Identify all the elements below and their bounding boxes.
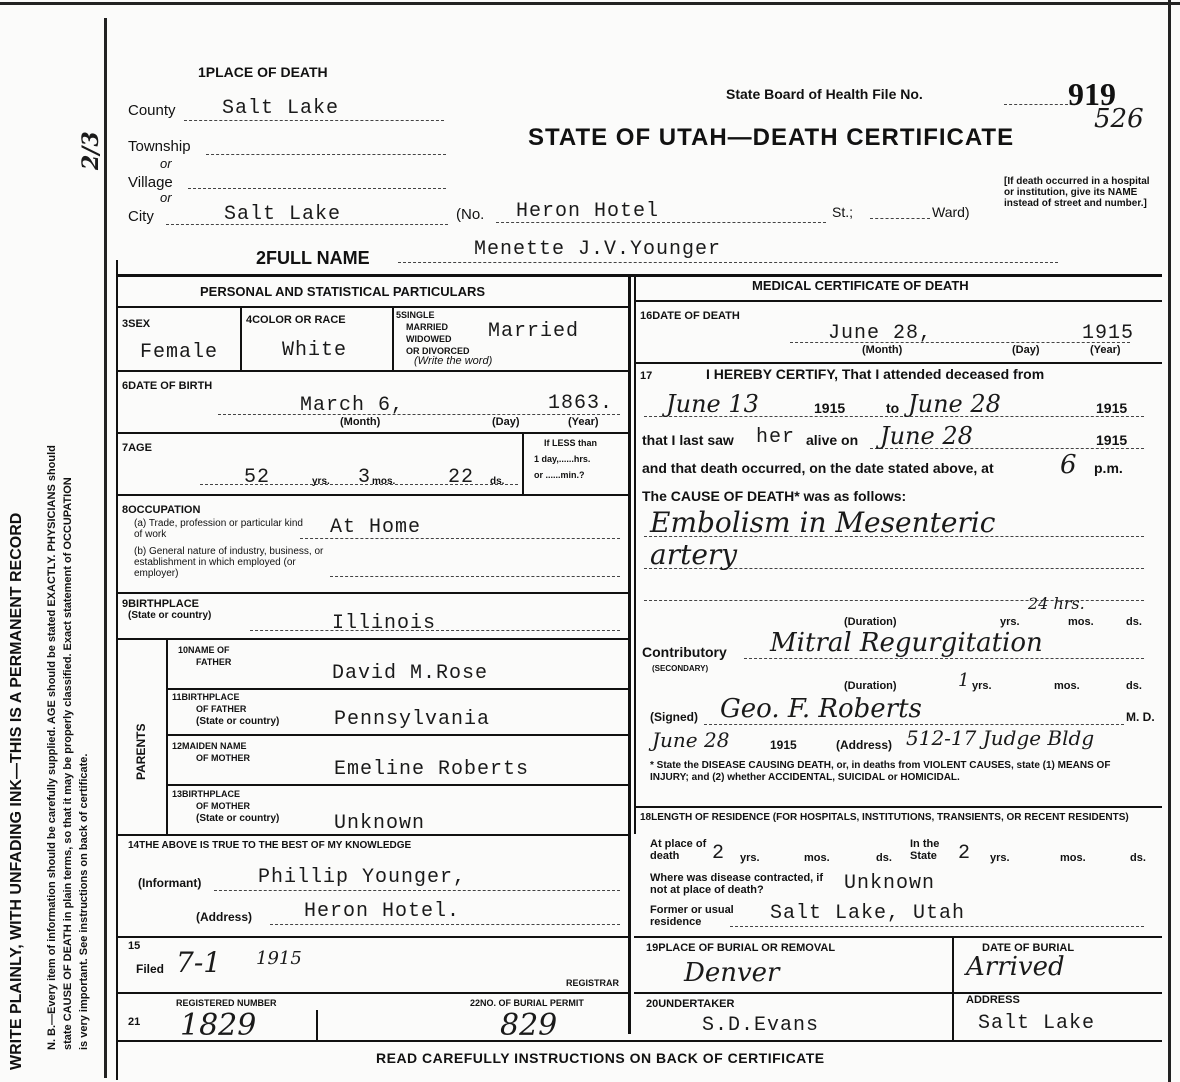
st-label: St.;: [832, 204, 854, 220]
informant-label: (Informant): [138, 876, 202, 890]
sex-race-divider: [240, 306, 242, 370]
birthplace-label: 9BIRTHPLACE: [122, 598, 200, 610]
father-birthplace-value: Pennsylvania: [334, 708, 491, 731]
permanent-record-note: WRITE PLAINLY, WITH UNFADING INK—THIS IS A PERMANENT RECORD: [8, 512, 25, 1070]
dod-day-label: (Day): [1012, 344, 1040, 356]
full-name-label: 2FULL NAME: [256, 248, 370, 268]
mother-bp-label-3: (State or country): [196, 813, 280, 824]
physician-address-label: (Address): [836, 738, 893, 752]
margin-note: 2/3: [78, 131, 104, 170]
mother-bp-label-2: OF MOTHER: [196, 801, 250, 811]
occurred-text: and that death occurred, on the date stated above, at: [642, 460, 994, 476]
rule-filed: [116, 936, 628, 938]
rule-residence: [634, 806, 1162, 808]
informant-address-label: (Address): [196, 910, 253, 924]
burial-date-label: DATE OF BURIAL: [982, 942, 1075, 954]
occupation-sub-b: (b) General nature of industry, business, or establishment in which employed (or employer): [134, 546, 324, 579]
place-of-death-label: 1PLACE OF DEATH: [198, 64, 328, 80]
at-place-ds-label: ds.: [876, 852, 892, 864]
village-line: [188, 188, 446, 189]
nb-note-line1: N. B.—Every item of information should be carefully supplied. AGE should be stated EXACTLY. PHYSICIANS should: [46, 445, 58, 1050]
dob-year-label: (Year): [568, 416, 599, 428]
undertaker-address-value: Salt Lake: [978, 1012, 1096, 1035]
parents-label: PARENTS: [134, 723, 148, 780]
left-margin-rule: [104, 18, 107, 1078]
less-than-label-3: or ......min.?: [534, 470, 585, 480]
at-place-label: At place of death: [650, 838, 707, 862]
mother-label-1: 12MAIDEN NAME: [172, 741, 247, 751]
duration-yrs: yrs.: [1000, 616, 1020, 628]
death-time: 6: [1060, 450, 1077, 480]
burial-place-value: Denver: [684, 958, 780, 988]
filed-label: Filed: [136, 962, 165, 976]
dod-month-label: (Month): [862, 344, 903, 356]
father-label-1: 10NAME OF: [178, 645, 230, 655]
county-value: Salt Lake: [222, 97, 340, 120]
md-label: M. D.: [1126, 710, 1155, 724]
occupation-value: At Home: [330, 516, 422, 539]
residence-label: 18LENGTH OF RESIDENCE (FOR HOSPITALS, INSTITUTIONS, TRANSIENTS, OR RECENT RESIDENTS): [640, 812, 1129, 823]
undertaker-value: S.D.Evans: [702, 1014, 820, 1037]
duration2-yrs: yrs.: [972, 680, 992, 692]
registered-row-num: 21: [128, 1016, 141, 1028]
dod-year-label: (Year): [1090, 344, 1121, 356]
marital-label-1: 5SINGLE: [396, 310, 435, 320]
township-label: Township: [128, 138, 191, 155]
pm-label: p.m.: [1094, 460, 1123, 476]
sex-label: 3SEX: [122, 318, 151, 330]
dod-label: 16DATE OF DEATH: [640, 310, 740, 322]
duration-mos: mos.: [1068, 616, 1094, 628]
nb-note-line3: is very important. See instructions on back of certificate.: [78, 753, 90, 1050]
duration-value: 24 hrs.: [1028, 594, 1085, 613]
informant-line: [214, 890, 620, 891]
age-years: 52: [244, 466, 271, 489]
age-ds-label: ds.: [490, 476, 505, 487]
informant-header: 14THE ABOVE IS TRUE TO THE BEST OF MY KNOWLEDGE: [128, 840, 412, 851]
age-mos-label: mos.: [372, 476, 396, 487]
file-no-label: State Board of Health File No.: [726, 86, 923, 102]
occupation-label: 8OCCUPATION: [122, 504, 201, 516]
form-left-border: [116, 260, 118, 1080]
cause-label: The CAUSE OF DEATH* was as follows:: [642, 488, 907, 504]
rule-medical-title: [634, 300, 1162, 302]
mother-name-value: Emeline Roberts: [334, 758, 530, 781]
father-bp-label-3: (State or country): [196, 716, 280, 727]
marital-label-3: WIDOWED: [406, 334, 452, 344]
dod-value: June 28,: [828, 322, 933, 345]
dob-month-day: March 6,: [300, 394, 405, 417]
less-than-label-2: 1 day,......hrs.: [534, 454, 591, 464]
former-residence-line: [730, 926, 1144, 927]
sex-value: Female: [140, 341, 219, 364]
attended-from-year: 1915: [814, 400, 846, 416]
rule-birthplace: [116, 592, 628, 594]
alive-on-text: alive on: [806, 432, 859, 448]
at-place-yrs-label: yrs.: [740, 852, 760, 864]
hospital-note: [If death occurred in a hospital or institution, give its NAME instead of street and number.]: [1004, 176, 1150, 209]
father-bp-label-2: OF FATHER: [196, 704, 247, 714]
race-marital-divider: [392, 306, 394, 370]
occupation-line-b: [330, 576, 620, 577]
rule-bottom: [116, 1040, 1162, 1042]
occupation-sub-a: (a) Trade, profession or particular kind of work: [134, 518, 303, 540]
informant-address-line: [270, 924, 620, 925]
right-border: [1168, 0, 1171, 1082]
burial-permit-value: 829: [500, 1008, 558, 1043]
undertaker-address-label: ADDRESS: [966, 994, 1020, 1006]
in-state-label: In the State: [910, 838, 940, 862]
former-residence-value: Salt Lake, Utah: [770, 902, 966, 925]
column-divider: [628, 274, 631, 1034]
filed-year: 1915: [256, 948, 302, 969]
mother-bp-label-1: 13BIRTHPLACE: [172, 789, 241, 799]
rule-parents: [116, 638, 628, 640]
nb-note-line2: state CAUSE OF DEATH in plain terms, so that it may be properly classified. Exact statement of OCCUPATION: [62, 477, 74, 1050]
attended-to-year: 1915: [1096, 400, 1128, 416]
file-no-alt: 526: [1094, 104, 1144, 134]
cause-line1: Embolism in Mesenteric: [650, 506, 996, 539]
street-value: Heron Hotel: [516, 200, 660, 223]
father-bp-label-1: 11BIRTHPLACE: [172, 692, 240, 702]
rule-burial: [634, 936, 1162, 938]
filed-num: 15: [128, 940, 141, 952]
age-less-divider: [522, 432, 524, 494]
full-name-line: [398, 262, 1058, 263]
in-state-mos-label: mos.: [1060, 852, 1086, 864]
or-label-1: or: [160, 156, 172, 171]
file-no-value: 919: [1068, 76, 1116, 112]
registered-number-label: REGISTERED NUMBER: [176, 998, 277, 1008]
certificate-title: STATE OF UTAH—DEATH CERTIFICATE: [528, 124, 1015, 151]
race-label: 4COLOR OR RACE: [246, 314, 346, 326]
duration2-ds: ds.: [1126, 680, 1142, 692]
rule-father-bp: [166, 688, 628, 690]
sign-year: 1915: [770, 738, 797, 752]
registered-number-value: 1829: [180, 1008, 257, 1043]
rule-certify: [634, 362, 1162, 364]
certify-text: I HEREBY CERTIFY, That I attended deceased from: [706, 366, 1045, 382]
contracted-value: Unknown: [844, 872, 936, 895]
cause-line2: artery: [650, 538, 738, 571]
rule-mother-bp: [166, 784, 628, 786]
city-value: Salt Lake: [224, 203, 342, 226]
last-saw-pronoun: her: [756, 426, 796, 449]
duration2-value: 1: [958, 670, 970, 691]
rule-personal-title: [116, 306, 628, 308]
physician-signature: Geo. F. Roberts: [720, 694, 922, 724]
physician-address-value: 512-17 Judge Bldg: [906, 726, 1095, 750]
medical-section-title: MEDICAL CERTIFICATE OF DEATH: [752, 278, 969, 293]
attended-to-label: to: [886, 400, 900, 416]
registrar-label: REGISTRAR: [566, 978, 620, 988]
informant-value: Phillip Younger,: [258, 866, 467, 889]
dod-year: 1915: [1082, 322, 1135, 345]
race-value: White: [282, 339, 348, 362]
marital-label-4: OR DIVORCED: [406, 346, 470, 356]
at-place-years: 2: [712, 842, 726, 865]
footer-instructions: READ CAREFULLY INSTRUCTIONS ON BACK OF CERTIFICATE: [376, 1050, 825, 1066]
in-state-ds-label: ds.: [1130, 852, 1146, 864]
column-divider-2: [634, 274, 636, 834]
sign-date: June 28: [652, 728, 730, 752]
top-border: [0, 2, 1180, 5]
contracted-label: Where was disease contracted, if not at place of death?: [650, 872, 824, 896]
marital-label-2: MARRIED: [406, 322, 448, 332]
former-residence-label: Former or usual residence: [650, 904, 734, 928]
county-label: County: [128, 102, 176, 119]
dob-day-label: (Day): [492, 416, 520, 428]
cause-footnote: * State the DISEASE CAUSING DEATH, or, in deaths from VIOLENT CAUSES, state (1) MEANS OF INJURY; and (2) whether ACCIDENTAL, SUICIDAL or HOMICIDAL.: [650, 760, 1111, 783]
last-saw-date: June 28: [880, 422, 973, 450]
duration-label: (Duration): [844, 616, 897, 628]
attended-from: June 13: [666, 390, 759, 418]
age-label: 7AGE: [122, 442, 152, 454]
marital-value: Married: [488, 320, 580, 343]
in-state-yrs-label: yrs.: [990, 852, 1010, 864]
in-state-years: 2: [958, 842, 972, 865]
street-no-label: (No.: [456, 206, 485, 223]
father-name-value: David M.Rose: [332, 662, 489, 685]
attended-to: June 28: [908, 390, 1001, 418]
duration-ds: ds.: [1126, 616, 1142, 628]
rule-undertaker: [634, 992, 1162, 994]
township-line: [206, 154, 446, 155]
last-saw-year: 1915: [1096, 432, 1128, 448]
personal-section-title: PERSONAL AND STATISTICAL PARTICULARS: [200, 284, 486, 299]
rule-dob: [116, 370, 628, 372]
dob-label: 6DATE OF BIRTH: [122, 380, 213, 392]
ward-line: [870, 218, 930, 219]
age-months: 3: [358, 466, 372, 489]
marital-label-5: (Write the word): [414, 355, 493, 367]
burial-date-divider: [952, 936, 954, 1040]
reg-cell-divider: [316, 1010, 318, 1040]
burial-place-label: 19PLACE OF BURIAL OR REMOVAL: [646, 942, 836, 954]
at-place-mos-label: mos.: [804, 852, 830, 864]
county-line: [184, 120, 444, 121]
or-label-2: or: [160, 190, 172, 205]
dob-year: 1863.: [548, 392, 614, 415]
file-no-line: [1004, 104, 1068, 105]
certify-num: 17: [640, 370, 653, 382]
father-label-2: FATHER: [196, 657, 232, 667]
birthplace-value: Illinois: [332, 612, 437, 635]
dob-month-label: (Month): [340, 416, 381, 428]
age-days: 22: [448, 466, 475, 489]
form-top-rule: [116, 274, 1162, 277]
city-label: City: [128, 208, 154, 225]
signed-line: [704, 724, 1124, 725]
signed-label: (Signed): [650, 710, 698, 724]
secondary-label: (SECONDARY): [652, 664, 709, 673]
contributory-label: Contributory: [642, 644, 727, 660]
birthplace-sublabel: (State or country): [128, 610, 212, 621]
duration2-mos: mos.: [1054, 680, 1080, 692]
informant-address-value: Heron Hotel.: [304, 900, 461, 923]
rule-occupation: [116, 494, 628, 496]
duration2-label: (Duration): [844, 680, 897, 692]
contributory-value: Mitral Regurgitation: [770, 628, 1043, 658]
rule-informant: [116, 834, 628, 836]
mother-label-2: OF MOTHER: [196, 753, 250, 763]
rule-registered: [116, 992, 628, 994]
mother-birthplace-value: Unknown: [334, 812, 426, 835]
full-name-value: Menette J.V.Younger: [474, 238, 722, 261]
less-than-label-1: If LESS than: [544, 438, 598, 448]
contributory-line: [744, 658, 1144, 659]
rule-mother: [166, 734, 628, 736]
undertaker-label: 20UNDERTAKER: [646, 998, 735, 1010]
burial-date-value: Arrived: [966, 952, 1065, 982]
age-yrs-label: yrs.: [312, 476, 330, 487]
rule-age: [116, 432, 628, 434]
parents-divider: [166, 638, 168, 834]
ward-label: Ward): [932, 204, 970, 220]
last-saw-text: that I last saw: [642, 432, 734, 448]
village-label: Village: [128, 174, 173, 191]
burial-permit-label: 22NO. OF BURIAL PERMIT: [470, 998, 584, 1008]
filed-date: 7-1: [176, 946, 222, 979]
